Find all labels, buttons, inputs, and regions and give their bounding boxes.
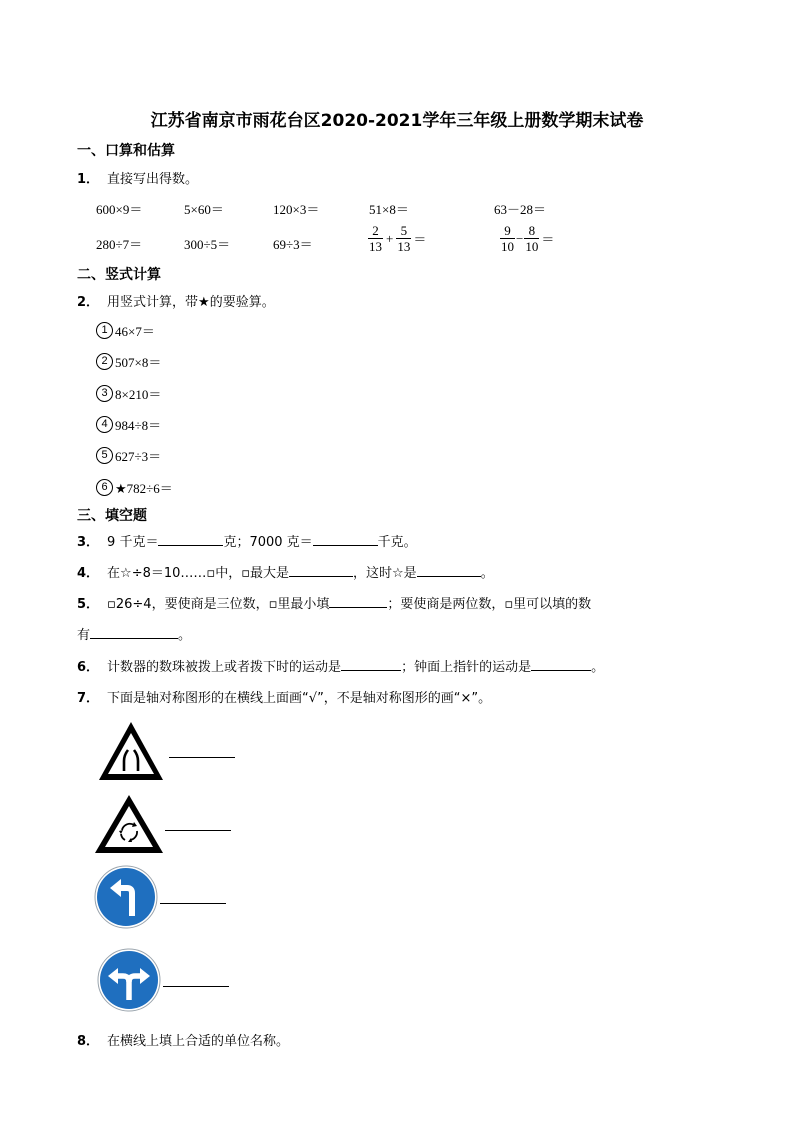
section-heading-3: 三、填空题 <box>77 508 147 524</box>
calc-item: 63－28＝ <box>494 202 547 217</box>
section-heading-2: 二、竖式计算 <box>77 267 161 283</box>
turn-left-right-sign-icon <box>97 948 161 1012</box>
question-number: 4． <box>77 566 100 581</box>
question-text: 直接写出得数。 <box>107 172 199 187</box>
fraction: $\frac{2}{13}$ <box>369 223 382 254</box>
question-8: 8． 在横线上填上合适的单位名称。 <box>77 1034 290 1049</box>
question-number: 5． <box>77 597 100 612</box>
question-5-continued: 有 。 <box>77 628 192 643</box>
calc-subitem: 6 ★782÷6＝ <box>96 478 173 497</box>
narrow-road-sign-icon <box>96 719 166 783</box>
calc-subitem: 1 46×7＝ <box>96 321 155 340</box>
circled-number: 6 <box>96 479 113 496</box>
question-number: 2． <box>77 295 100 310</box>
calc-item: 300÷5＝ <box>184 237 231 252</box>
question-number: 8． <box>77 1034 100 1049</box>
fraction-expression-2: $\frac{9}{10}$ − $\frac{8}{10}$ ＝ <box>501 223 555 254</box>
page-title: 江苏省南京市雨花台区2020-2021学年三年级上册数学期末试卷 <box>150 111 644 131</box>
question-5: 5． ▫26÷4，要使商是三位数，▫里最小填 ；要使商是两位数，▫里可以填的数 <box>77 597 592 612</box>
question-number: 1． <box>77 172 100 187</box>
question-number: 6． <box>77 660 100 675</box>
question-text: 用竖式计算，带★的要验算。 <box>107 295 275 310</box>
answer-line[interactable] <box>169 757 235 758</box>
roundabout-sign-icon <box>93 793 165 855</box>
calc-subitem: 2 507×8＝ <box>96 352 161 371</box>
answer-blank[interactable] <box>90 626 178 639</box>
calc-item: 120×3＝ <box>273 202 320 217</box>
answer-line[interactable] <box>160 903 226 904</box>
section-heading-1: 一、口算和估算 <box>77 143 175 159</box>
answer-line[interactable] <box>165 830 231 831</box>
fraction: $\frac{9}{10}$ <box>501 223 514 254</box>
calc-item: 69÷3＝ <box>273 237 313 252</box>
question-1 <box>77 168 198 187</box>
answer-blank[interactable] <box>313 533 378 546</box>
calc-subitem: 3 8×210＝ <box>96 384 161 403</box>
circled-number: 4 <box>96 416 113 433</box>
question-3: 3． 9 千克＝ 克；7000 克＝ 千克。 <box>77 535 417 550</box>
fraction: $\frac{8}{10}$ <box>525 223 539 254</box>
question-2 <box>77 291 275 310</box>
answer-blank[interactable] <box>329 595 387 608</box>
answer-blank[interactable] <box>531 658 591 671</box>
circled-number: 2 <box>96 353 113 370</box>
answer-blank[interactable] <box>158 533 223 546</box>
answer-blank[interactable] <box>289 564 353 577</box>
question-6: 6． 计数器的数珠被拨上或者拨下时的运动是 ；钟面上指针的运动是 。 <box>77 660 605 675</box>
question-4: 4． 在☆÷8＝10……▫中，▫最大是 ，这时☆是 。 <box>77 566 494 581</box>
circled-number: 3 <box>96 385 113 402</box>
question-number: 7． <box>77 691 100 706</box>
answer-blank[interactable] <box>417 564 481 577</box>
turn-left-sign-icon <box>94 865 158 929</box>
question-number: 3． <box>77 535 100 550</box>
fraction: $\frac{5}{13}$ <box>397 223 411 254</box>
circled-number: 1 <box>96 322 113 339</box>
calc-item: 600×9＝ <box>96 202 143 217</box>
question-7: 7． 下面是轴对称图形的在横线上面画“√”，不是轴对称图形的画“×”。 <box>77 691 492 706</box>
answer-blank[interactable] <box>341 658 401 671</box>
calc-item: 51×8＝ <box>369 202 409 217</box>
calc-item: 280÷7＝ <box>96 237 143 252</box>
calc-subitem: 4 984÷8＝ <box>96 415 161 434</box>
calc-subitem: 5 627÷3＝ <box>96 446 161 465</box>
circled-number: 5 <box>96 447 113 464</box>
fraction-expression-1: $\frac{2}{13}$ + $\frac{5}{13}$ ＝ <box>369 223 427 254</box>
answer-line[interactable] <box>163 986 229 987</box>
calc-item: 5×60＝ <box>184 202 224 217</box>
